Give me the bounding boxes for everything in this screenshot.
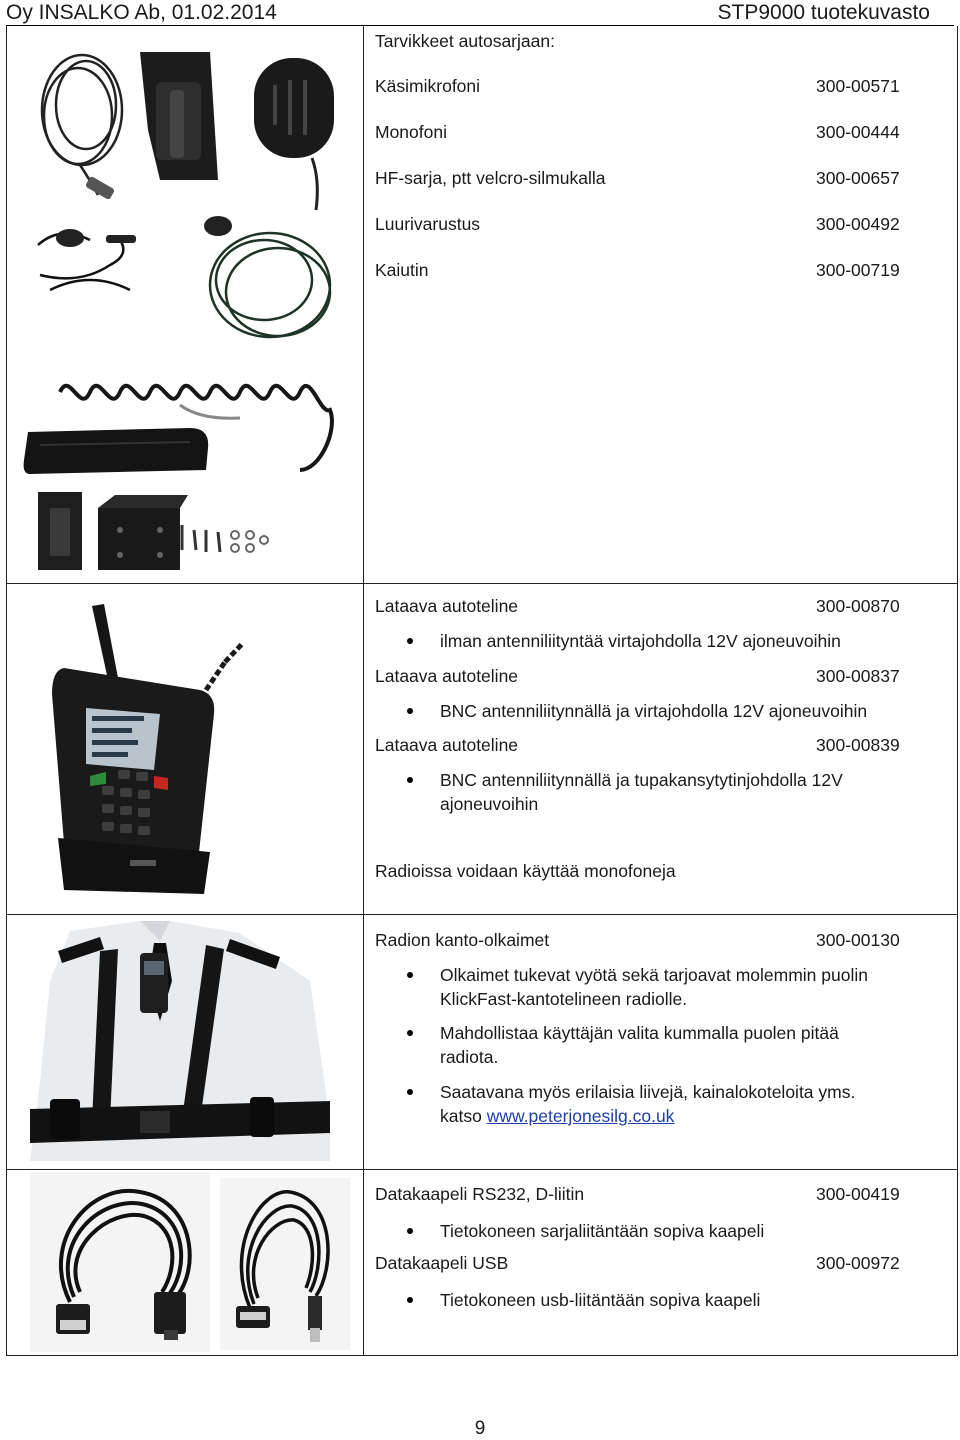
bullet-icon bbox=[407, 777, 413, 783]
harness-description: Olkaimet tukevat vyötä sekä tarjoavat molemmin puolin bbox=[440, 965, 868, 985]
row-divider-2 bbox=[6, 914, 958, 915]
item-name: Lataava autoteline bbox=[375, 666, 519, 686]
item-code: 300-00492 bbox=[816, 214, 900, 234]
page-header bbox=[0, 0, 960, 26]
harness-description: Mahdollistaa käyttäjän valita kummalla puolen pitää bbox=[440, 1023, 839, 1043]
bullet-icon bbox=[407, 1089, 413, 1095]
item-description: Tietokoneen sarjaliitäntään sopiva kaapeli bbox=[440, 1221, 765, 1241]
item-code: 300-00444 bbox=[816, 122, 900, 142]
item-description: ajoneuvoihin bbox=[440, 794, 539, 814]
item-description: Tietokoneen usb-liitäntään sopiva kaapeli bbox=[440, 1290, 761, 1310]
bullet-icon bbox=[407, 638, 413, 644]
bullet-icon bbox=[407, 1228, 413, 1234]
item-code: 300-00657 bbox=[816, 168, 900, 188]
katso-prefix: katso bbox=[440, 1106, 487, 1126]
item-name: Käsimikrofoni bbox=[375, 76, 481, 96]
item-code: 300-00719 bbox=[816, 260, 900, 280]
item-name: Luurivarustus bbox=[375, 214, 481, 234]
bullet-icon bbox=[407, 1030, 413, 1036]
item-name: Lataava autoteline bbox=[375, 735, 519, 755]
car-kit-title: Tarvikkeet autosarjaan: bbox=[375, 31, 555, 51]
bullet-icon bbox=[407, 1297, 413, 1303]
row-divider-1 bbox=[6, 583, 958, 584]
harness-description: Saatavana myös erilaisia liivejä, kainalokoteloita yms. bbox=[440, 1082, 856, 1102]
item-code: 300-00972 bbox=[816, 1253, 900, 1273]
item-code: 300-00571 bbox=[816, 76, 900, 96]
harness-description bbox=[440, 1104, 940, 1128]
item-name: Lataava autoteline bbox=[375, 596, 519, 616]
item-name: HF-sarja, ptt velcro-silmukalla bbox=[375, 168, 606, 188]
item-code: 300-00870 bbox=[816, 596, 900, 616]
harness-description: KlickFast-kantotelineen radiolle. bbox=[440, 989, 688, 1009]
harness-description: radiota. bbox=[440, 1047, 499, 1067]
item-description: BNC antenniliitynnällä ja tupakansytytinjohdolla 12V bbox=[440, 770, 843, 790]
column-divider bbox=[363, 26, 364, 1356]
radio-in-car-cradle-image bbox=[20, 598, 350, 904]
header-catalog-title: STP9000 tuotekuvasto bbox=[717, 1, 930, 24]
bullet-icon bbox=[407, 708, 413, 714]
page-number: 9 bbox=[474, 1418, 486, 1439]
item-name: Datakaapeli USB bbox=[375, 1253, 509, 1273]
item-code: 300-00839 bbox=[816, 735, 900, 755]
header-company-date: Oy INSALKO Ab, 01.02.2014 bbox=[6, 1, 277, 24]
item-name: Radion kanto-olkaimet bbox=[375, 930, 550, 950]
item-description: BNC antenniliitynnällä ja virtajohdolla 12V ajoneuvoihin bbox=[440, 701, 868, 721]
car-kit-accessories-image bbox=[20, 30, 355, 578]
item-name: Monofoni bbox=[375, 122, 447, 142]
rs232-cable-image bbox=[30, 1172, 210, 1352]
item-code: 300-00837 bbox=[816, 666, 900, 686]
bullet-icon bbox=[407, 972, 413, 978]
peterjones-link[interactable]: www.peterjonesilg.co.uk bbox=[486, 1106, 675, 1126]
item-code: 300-00130 bbox=[816, 930, 900, 950]
item-name: Datakaapeli RS232, D-liitin bbox=[375, 1184, 585, 1204]
handset-note: Radioissa voidaan käyttää monofoneja bbox=[375, 861, 676, 881]
row-divider-3 bbox=[6, 1169, 958, 1170]
shoulder-harness-image bbox=[30, 921, 335, 1161]
item-name: Kaiutin bbox=[375, 260, 429, 280]
usb-cable-image bbox=[220, 1178, 350, 1350]
item-code: 300-00419 bbox=[816, 1184, 900, 1204]
item-description: ilman antenniliityntää virtajohdolla 12V ajoneuvoihin bbox=[440, 631, 841, 651]
